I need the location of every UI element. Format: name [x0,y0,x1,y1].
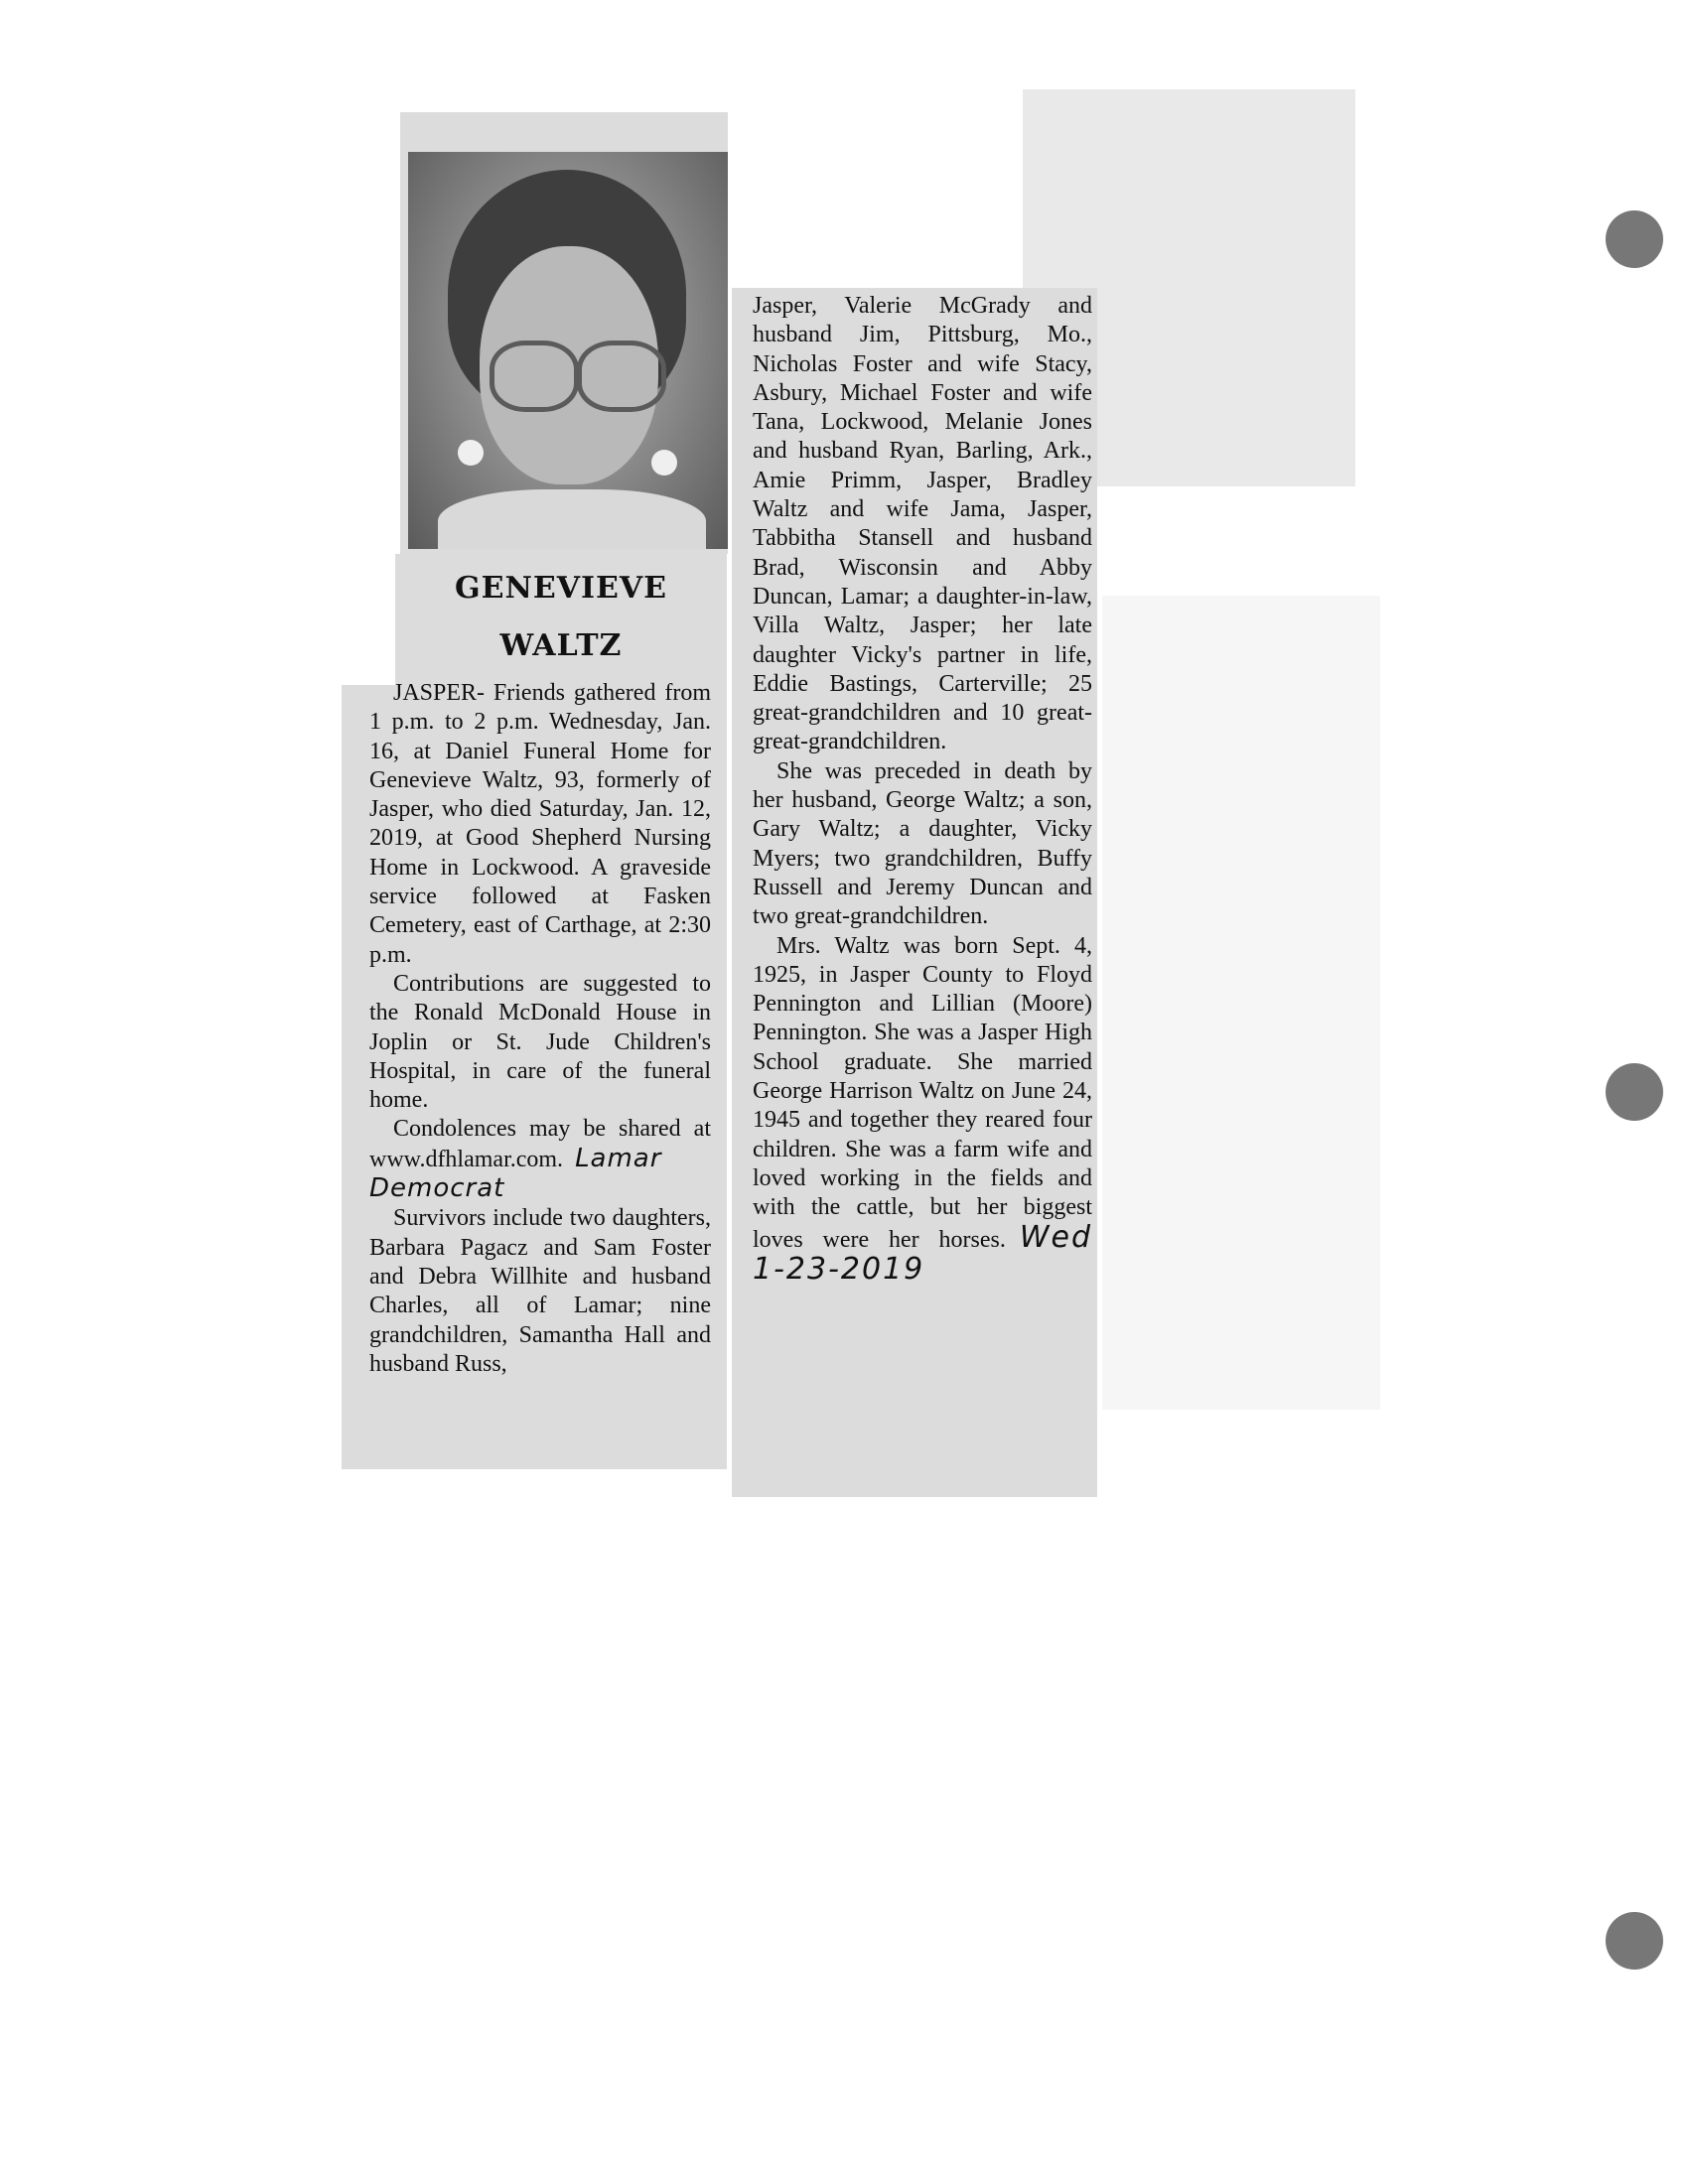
condolences-text: Condolences may be shared at www.dfhlamar.com. [369,1116,711,1172]
service-paragraph: JASPER- Friends gathered from 1 p.m. to 2 p.m. Wednesday, Jan. 16, at Daniel Funeral Home for Genevieve Waltz, 93, formerly of Jasper, who died Saturday, Jan. 12, 2019, at Good Shepherd Nursing Home in Lockwood. A graveside service followed at Fasken Cemetery, east of Carthage, at 2:30 p.m. [369,680,711,968]
obituary-photo-frame [400,112,728,554]
name-line: GENEVIEVE [454,571,668,606]
condolences-paragraph [369,1115,711,1204]
survivors-paragraph: Survivors include two daughters, Barbara Pagacz and Sam Foster and Debra Willhite and husband Charles, all of Lamar; nine grandchildren, Samantha Hall and husband Russ, [369,1205,711,1377]
survivors-continued-paragraph: Jasper, Valerie McGrady and husband Jim, Pittsburg, Mo., Nicholas Foster and wife Stacy, Asbury, Michael Foster and wife Tana, Lockwood, Melanie Jones and husband Ryan, Barling, Ark., Amie Primm, Jasper, Bradley Waltz and wife Jama, Jasper, Tabbitha Stansell and husband Brad, Wisconsin and Abby Duncan, Lamar; a daughter-in-law, Villa Waltz, Jasper; her late daughter Vicky's partner in life, Eddie Bastings, Carterville; 25 great-grandchildren and 10 great-great-grandchildren. [753,293,1092,755]
contributions-paragraph: Contributions are suggested to the Ronald McDonald House in Joplin or St. Jude Children's Hospital, in care of the funeral home. [369,970,711,1114]
obituary-portrait [408,152,728,549]
biography-paragraph [753,932,1092,1288]
bleed-through-column [1102,596,1380,1410]
binder-hole-bottom [1606,1912,1663,1970]
preceded-paragraph: She was preceded in death by her husband, George Waltz; a son, Gary Waltz; a daughter, Vicky Myers; two grandchildren, Buffy Russell and Jeremy Duncan and two great-grandchildren. [753,757,1092,930]
binder-hole-top [1606,210,1663,268]
surname-line: WALTZ [499,628,623,663]
handwritten-date: Wed 1-23-2019 [753,1219,1092,1287]
handwritten-source: Lamar Democrat [369,1143,662,1204]
obituary-column-1 [369,679,711,1379]
obituary-column-2 [753,292,1092,1287]
binder-hole-middle [1606,1063,1663,1121]
obituary-title [395,554,727,693]
biography-text: Mrs. Waltz was born Sept. 4, 1925, in Jasper County to Floyd Pennington and Lillian (Moore) Pennington. She was a Jasper High School graduate. She married George Harrison Waltz on June 24, 1945 and together they reared four children. She was a farm wife and loved working in the fields and with the cattle, but her biggest loves were her horses. [753,932,1092,1253]
